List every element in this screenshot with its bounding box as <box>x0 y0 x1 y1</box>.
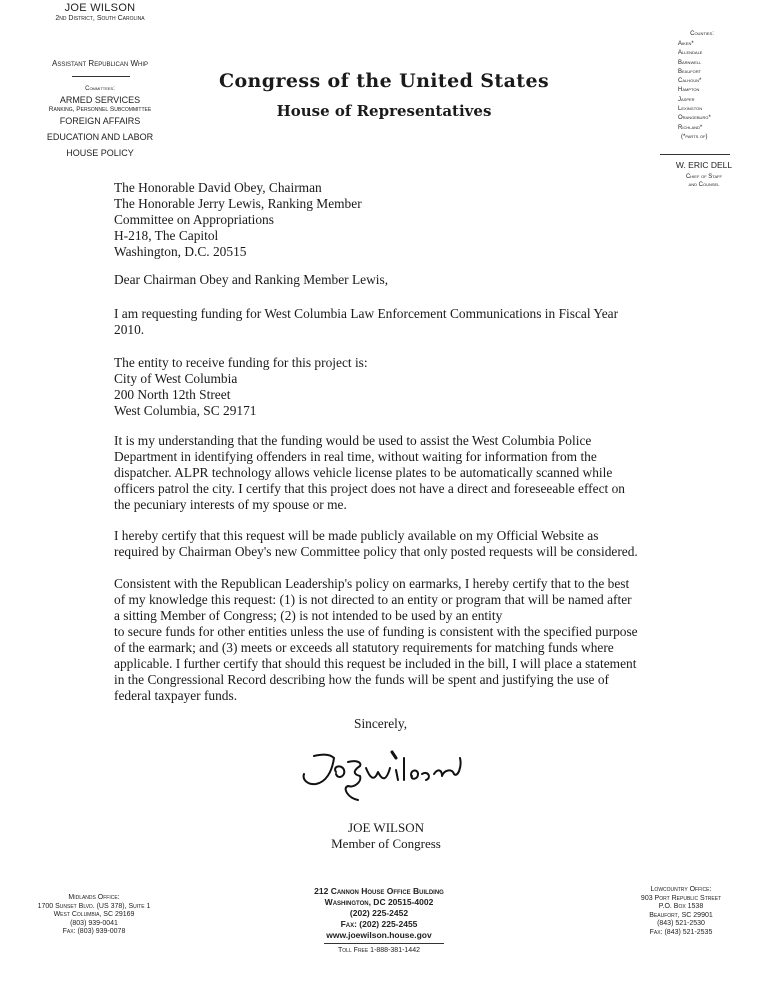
chief-of-staff-title <box>640 173 768 189</box>
office-phone: (843) 521-2530 <box>657 920 705 928</box>
office-phone: (202) 225-2452 <box>349 908 409 918</box>
county-item: Hampton <box>678 87 700 94</box>
closing: Sincerely, <box>354 716 408 731</box>
paragraph-line: West Columbia, SC 29171 <box>114 403 257 418</box>
paragraph-line: I am requesting funding for West Columbia Law Enforcement Communications in Fiscal Year <box>114 306 619 321</box>
office-title: Midlands Office: <box>68 894 120 901</box>
committees-label: Committees: <box>85 86 115 92</box>
paragraph-line: The entity to receive funding for this project is: <box>114 355 368 370</box>
committee-foreign-affairs: FOREIGN AFFAIRS <box>59 116 141 126</box>
midlands-office <box>0 894 188 937</box>
counties-list <box>678 40 711 142</box>
paragraph-line: applicable. I further certify that should this request be included in the bill, I will place a statement <box>114 656 637 671</box>
paragraph-line: to secure funds for other entities unless the use of funding is consistent with the specified purpose <box>114 624 638 639</box>
paragraph-line: 2010. <box>114 322 145 337</box>
county-item: Richland* <box>678 124 703 131</box>
office-line: 903 Port Republic Street <box>640 894 722 902</box>
county-item: Allendale <box>678 50 703 57</box>
office-line: Beaufort, SC 29901 <box>649 911 713 919</box>
chief-title-line: Chief of Staff <box>685 174 723 180</box>
member-whip-title: Assistant Republican Whip <box>51 59 148 68</box>
member-name: JOE WILSON <box>64 2 136 14</box>
house-title: House of Representatives <box>276 102 492 120</box>
lowcountry-office <box>606 886 756 938</box>
paragraph-line: a sitting Member of Congress; (2) is not intended to be used by an entity <box>114 608 503 623</box>
county-item: Calhoun* <box>678 78 702 85</box>
signer-title: Member of Congress <box>331 836 441 851</box>
paragraph-line: Consistent with the Republican Leadership's policy on earmarks, I hereby certify that to the best <box>114 576 630 591</box>
signer-name: JOE WILSON <box>348 820 424 835</box>
member-district: 2nd District, South Carolina <box>55 15 145 22</box>
paragraph-line: of the earmark; and (3) meets or exceeds all statutory requirements for matching funds where <box>114 640 614 655</box>
committee-armed-services-sub: Ranking, Personnel Subcommittee <box>48 106 152 113</box>
paragraph-purpose <box>114 433 654 513</box>
county-item: Aiken* <box>678 41 694 47</box>
paragraph-line: It is my understanding that the funding would be used to assist the West Columbia Police <box>114 433 592 448</box>
paragraph-certification <box>114 576 659 704</box>
paragraph-request <box>114 306 654 338</box>
header-divider-right <box>660 154 730 155</box>
paragraph-line: Department in identifying offenders in real time, without waiting for information from the <box>114 449 597 464</box>
congress-title: Congress of the United States <box>218 70 550 92</box>
county-item: Orangeburg* <box>678 115 711 122</box>
office-line: 212 Cannon House Office Building <box>314 886 444 896</box>
office-line: Washington, DC 20515-4002 <box>324 897 434 907</box>
counties-label: Counties: <box>690 31 714 37</box>
office-phone: (803) 939-0041 <box>70 919 118 927</box>
recipient-address <box>114 180 654 260</box>
committee-house-policy: HOUSE POLICY <box>66 148 134 158</box>
address-line: Committee on Appropriations <box>114 212 274 227</box>
washington-office <box>259 886 499 941</box>
office-title: Lowcountry Office: <box>650 886 712 893</box>
committee-armed-services: ARMED SERVICES <box>59 95 141 105</box>
paragraph-line: the pecuniary interests of my spouse or me. <box>114 497 347 512</box>
paragraph-line: in the Congressional Record describing how the funds will be spent and justifying the use of <box>114 672 609 687</box>
salutation: Dear Chairman Obey and Ranking Member Lewis, <box>114 272 389 287</box>
paragraph-line: officers patrol the city. I certify that this project does not have a direct and foreseeable effect on <box>114 481 625 496</box>
address-line: Washington, D.C. 20515 <box>114 244 247 259</box>
paragraph-line: I hereby certify that this request will be made publicly available on my Official Website as <box>114 528 599 543</box>
paragraph-line: of my knowledge this request: (1) is not directed to an entity or program that will be named after <box>114 592 632 607</box>
county-item: Jasper <box>678 96 695 103</box>
county-item: Barnwell <box>678 59 702 66</box>
footer-divider <box>324 943 444 944</box>
office-fax: Fax: (803) 939-0078 <box>62 928 126 936</box>
office-fax: Fax: (202) 225-2455 <box>340 919 418 929</box>
office-website: www.joewilson.house.gov <box>326 930 432 940</box>
address-line: The Honorable David Obey, Chairman <box>114 180 322 195</box>
toll-free-number: Toll Free 1-888-381-1442 <box>338 947 420 954</box>
address-line: H-218, The Capitol <box>114 228 219 243</box>
paragraph-line: federal taxpayer funds. <box>114 688 238 703</box>
paragraph-entity <box>114 355 654 419</box>
paragraph-line: required by Chairman Obey's new Committee policy that only posted requests will be considered. <box>114 544 638 559</box>
address-line: The Honorable Jerry Lewis, Ranking Member <box>114 196 362 211</box>
county-item: Beaufort <box>678 68 702 75</box>
county-item: (*parts of) <box>681 133 708 140</box>
county-item: Lexington <box>678 106 703 113</box>
paragraph-website <box>114 528 654 560</box>
chief-of-staff-name: W. ERIC DELL <box>675 160 733 170</box>
office-line: P.O. Box 1538 <box>658 903 704 911</box>
chief-title-line: and Counsel <box>688 182 720 188</box>
office-line: 1700 Sunset Blvd. (US 378), Suite 1 <box>37 902 151 910</box>
paragraph-line: dispatcher. ALPR technology allows vehicle license plates to be automatically scanned while <box>114 465 613 480</box>
committee-education-labor: EDUCATION AND LABOR <box>46 132 154 142</box>
paragraph-line: 200 North 12th Street <box>114 387 231 402</box>
office-line: West Columbia, SC 29169 <box>53 911 135 919</box>
office-fax: Fax: (843) 521-2535 <box>649 928 713 936</box>
handwritten-signature <box>292 738 472 808</box>
paragraph-line: City of West Columbia <box>114 371 238 386</box>
